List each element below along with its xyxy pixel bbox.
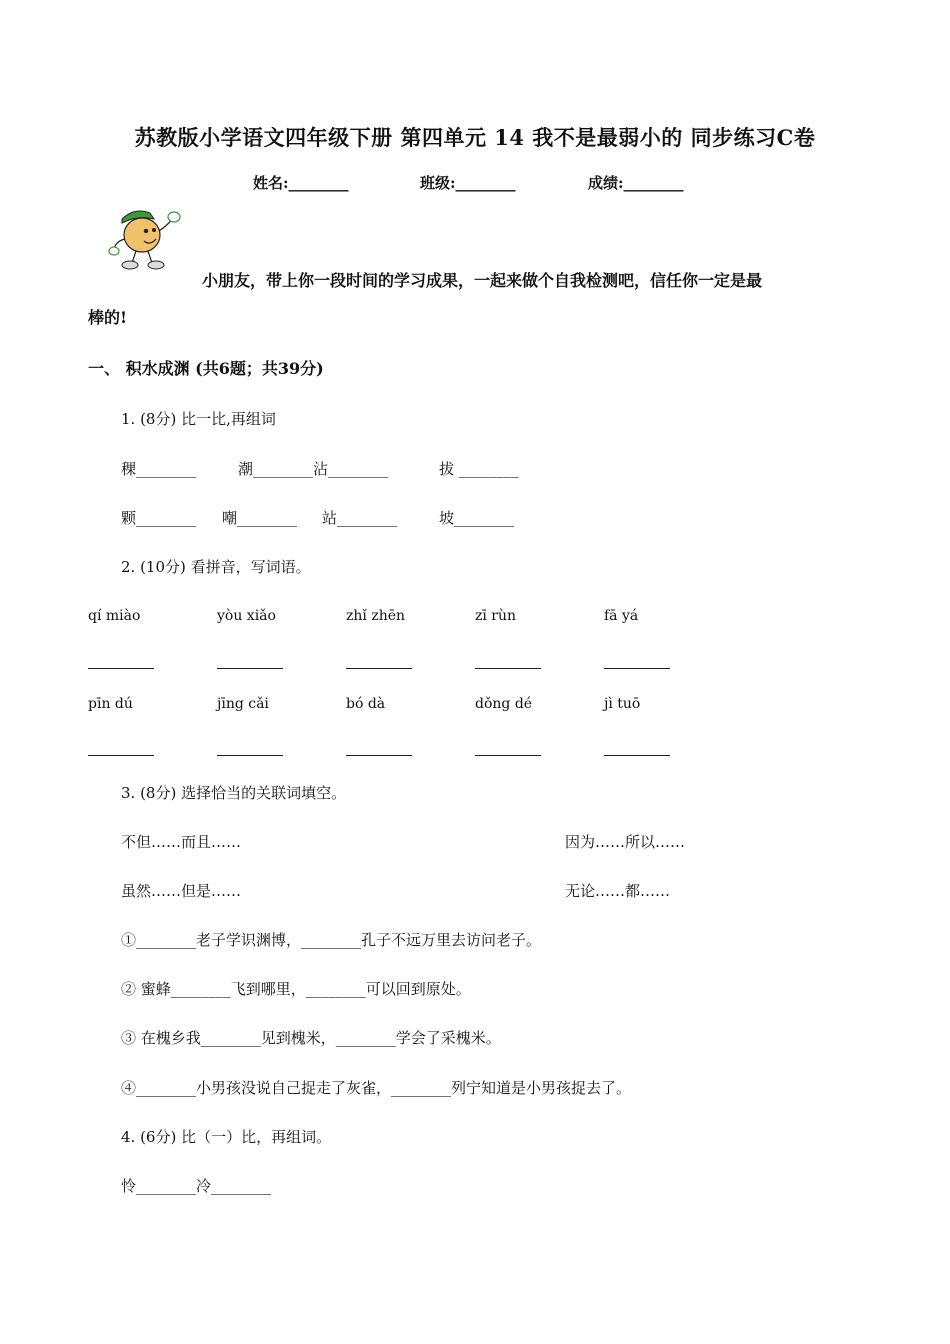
pinyin: qí miào xyxy=(88,608,141,624)
q1-item[interactable]: 稞________ xyxy=(121,460,197,478)
answer-line[interactable] xyxy=(604,755,670,756)
fill-in-item[interactable]: ③ 在槐乡我________见到槐米，________学会了采槐米。 xyxy=(121,1029,501,1047)
pinyin: yòu xiǎo xyxy=(217,608,276,624)
answer-line[interactable] xyxy=(346,668,412,669)
name-field[interactable]: 姓名:________ xyxy=(253,174,349,192)
pinyin: jì tuō xyxy=(604,696,641,712)
answer-line[interactable] xyxy=(475,755,541,756)
score-field[interactable]: 成绩:________ xyxy=(588,174,684,192)
fill-in-item[interactable]: ④________小男孩没说自己捉走了灰雀，________列宁知道是小男孩捉去了。 xyxy=(121,1079,632,1097)
fill-in-item[interactable]: ② 蜜蜂________飞到哪里，________可以回到原处。 xyxy=(121,980,471,998)
mascot-illustration xyxy=(108,205,184,271)
intro-line-1: 小朋友，带上你一段时间的学习成果，一起来做个自我检测吧，信任你一定是最 xyxy=(202,271,763,290)
conjunction-option: 无论……都…… xyxy=(565,882,671,900)
pinyin: dǒng dé xyxy=(475,696,533,712)
pinyin: fā yá xyxy=(604,608,639,624)
conjunction-option: 因为……所以…… xyxy=(565,833,686,851)
q1-item[interactable]: 嘲________ xyxy=(222,509,298,527)
answer-line[interactable] xyxy=(88,755,154,756)
question-3-stem: 3. (8分) 选择恰当的关联词填空。 xyxy=(121,784,347,802)
conjunction-option: 不但……而且…… xyxy=(121,833,242,851)
question-4-stem: 4. (6分) 比（一）比，再组词。 xyxy=(121,1128,332,1146)
question-1-stem: 1. (8分) 比一比,再组词 xyxy=(121,410,276,428)
pinyin: bó dà xyxy=(346,696,386,712)
answer-line[interactable] xyxy=(475,668,541,669)
q1-item[interactable]: 颗________ xyxy=(121,509,197,527)
pinyin: zhǐ zhēn xyxy=(346,608,406,624)
section-heading: 一、 积水成渊 (共6题；共39分) xyxy=(88,359,324,378)
q1-item[interactable]: 潮________沾________ xyxy=(238,460,389,478)
class-field[interactable]: 班级:________ xyxy=(420,174,516,192)
answer-line[interactable] xyxy=(217,755,283,756)
q1-item[interactable]: 站________ xyxy=(322,509,398,527)
question-2-stem: 2. (10分) 看拼音，写词语。 xyxy=(121,558,311,576)
intro-line-2: 棒的! xyxy=(88,308,128,327)
q1-item[interactable]: 拔 ________ xyxy=(439,460,519,478)
answer-line[interactable] xyxy=(346,755,412,756)
q1-item[interactable]: 坡________ xyxy=(439,509,515,527)
fill-in-item[interactable]: ①________老子学识渊博，________孔子不远万里去访问老子。 xyxy=(121,931,542,949)
conjunction-option: 虽然……但是…… xyxy=(121,882,242,900)
q4-item[interactable]: 怜________冷________ xyxy=(121,1177,272,1195)
answer-line[interactable] xyxy=(88,668,154,669)
answer-line[interactable] xyxy=(604,668,670,669)
pinyin: zī rùn xyxy=(475,608,517,624)
pinyin: pīn dú xyxy=(88,696,133,712)
pinyin: jīng cǎi xyxy=(217,696,269,712)
answer-line[interactable] xyxy=(217,668,283,669)
page-title: 苏教版小学语文四年级下册 第四单元 14 我不是最弱小的 同步练习C卷 xyxy=(134,125,816,150)
